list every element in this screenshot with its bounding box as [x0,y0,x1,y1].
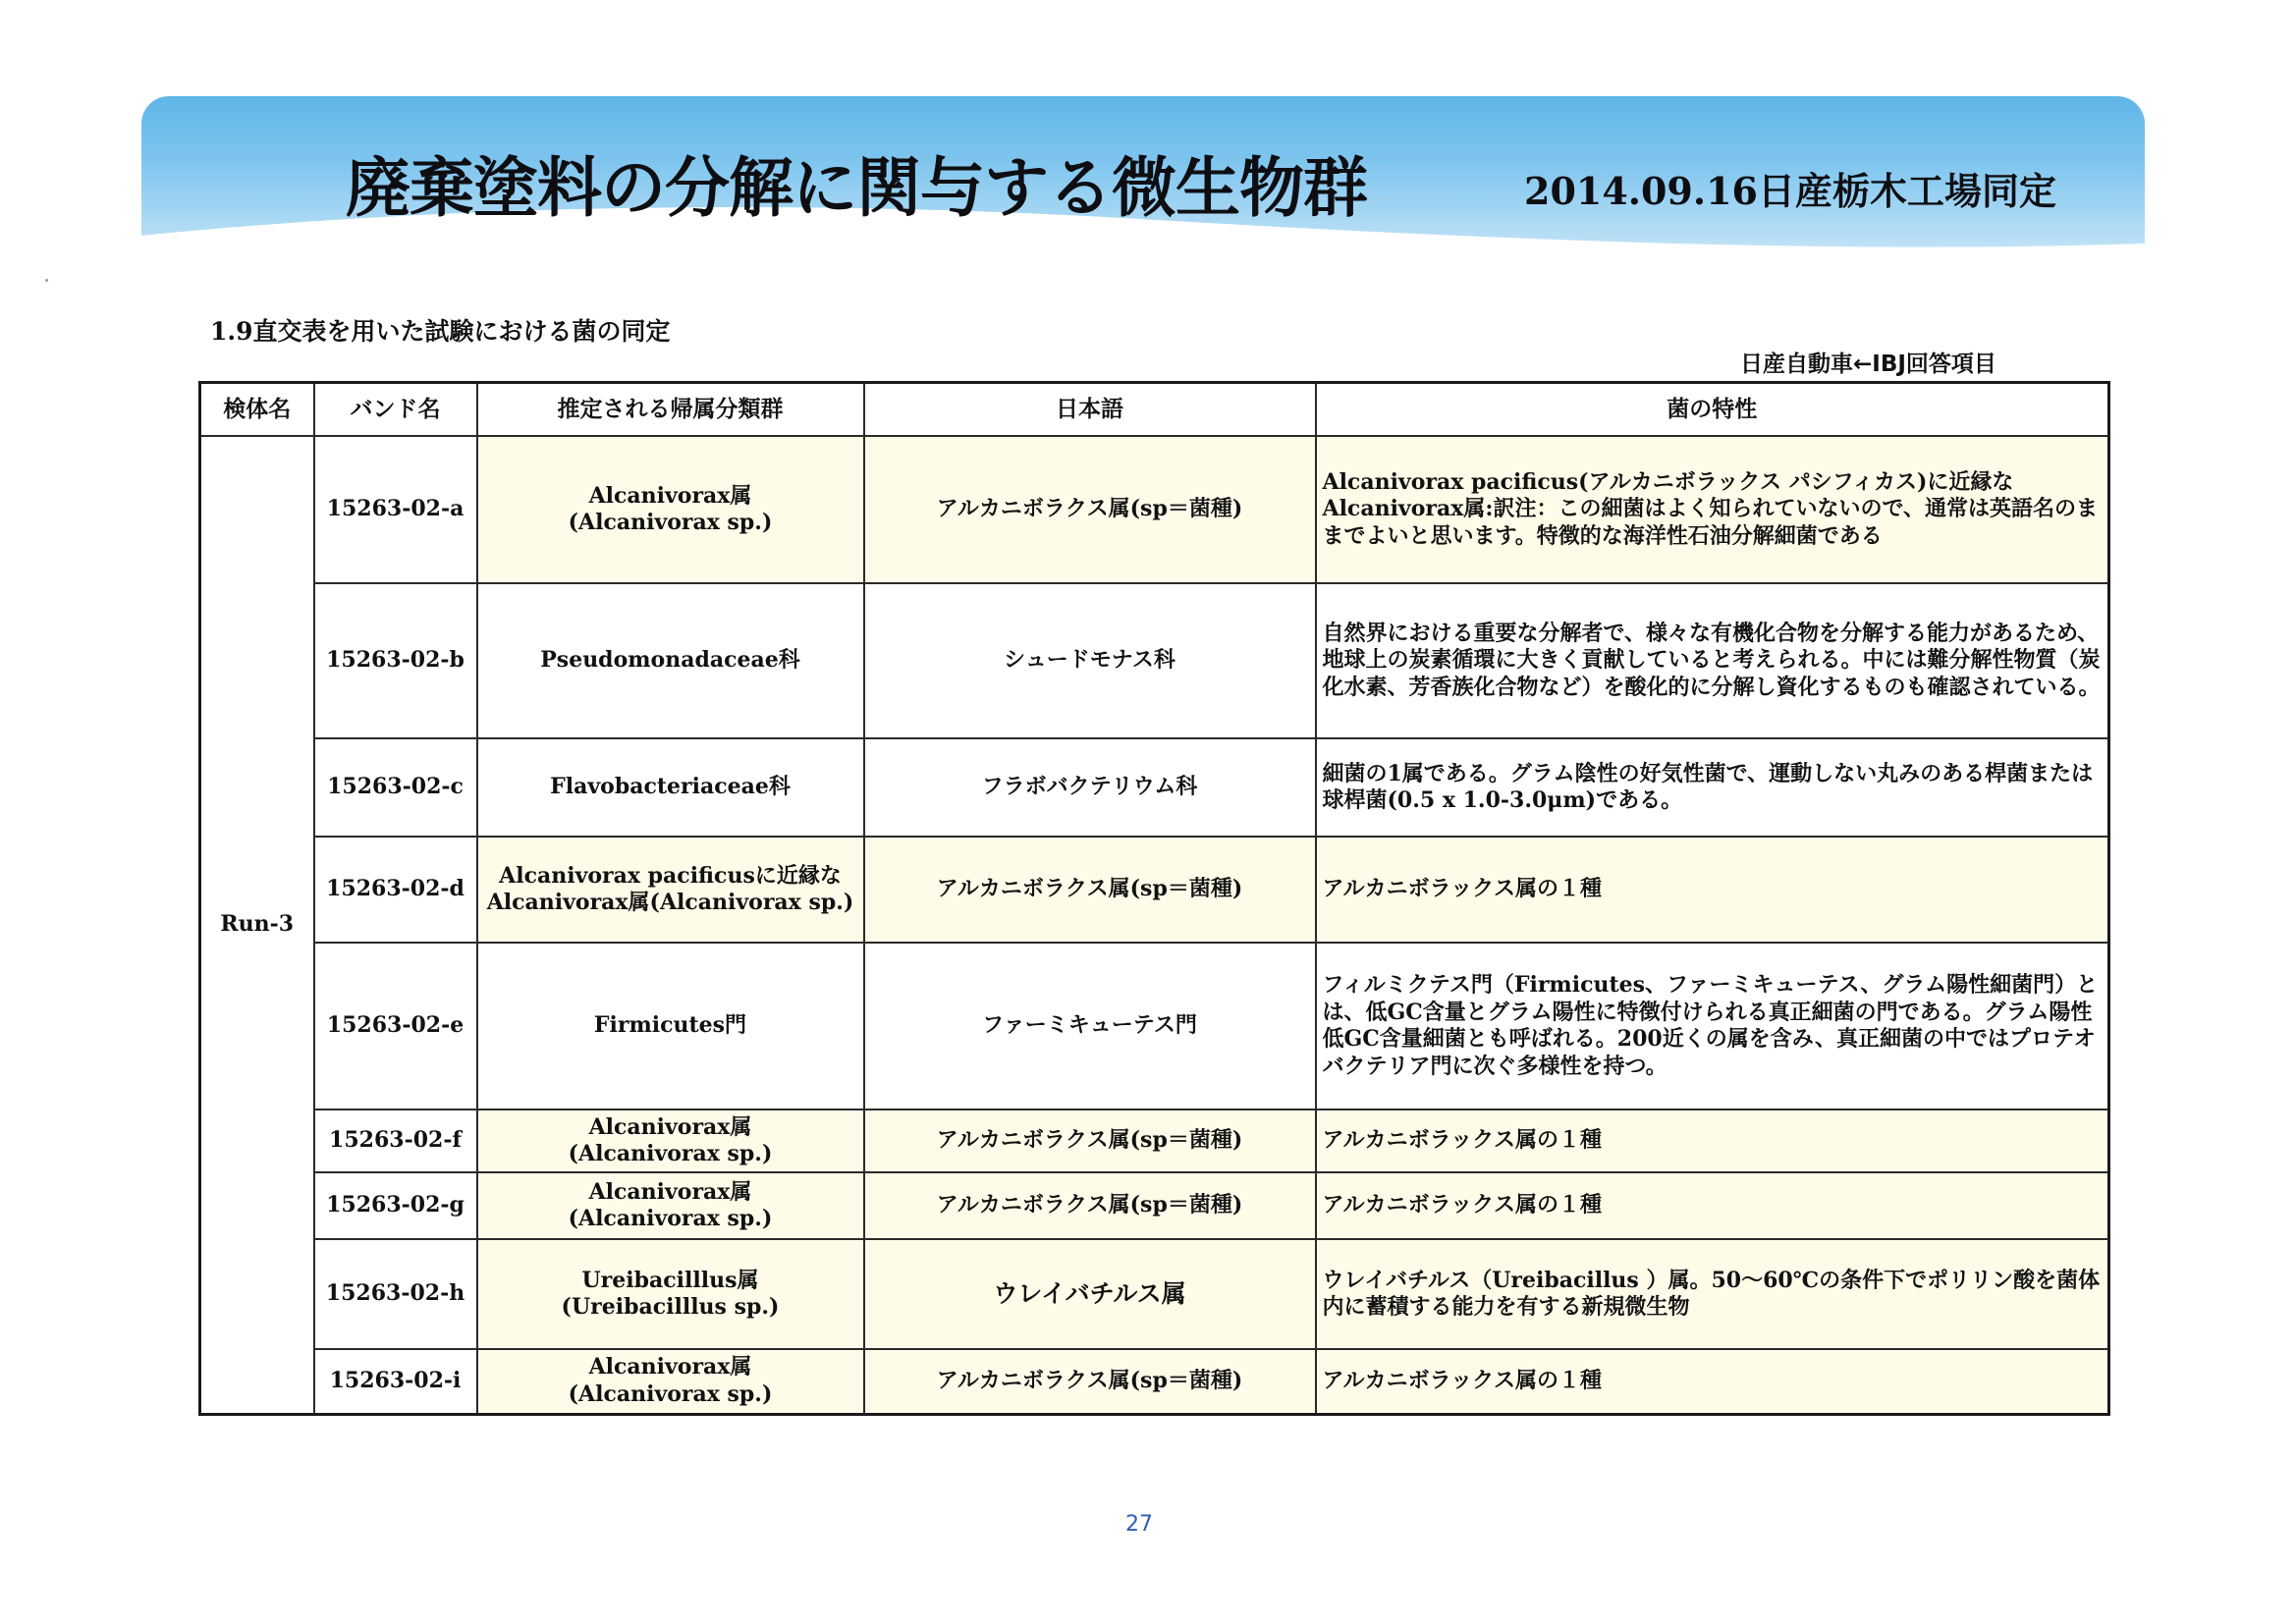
trait-cell: ウレイバチルス（Ureibacillus ）属。50～60℃の条件下でポリリン酸を菌体内に蓄積する能力を有する新規微生物 [1316,1239,2109,1349]
taxon-cell [477,1110,864,1172]
taxon-line: Flavobacteriaceae科 [550,774,791,800]
taxon-line: Firmicutes門 [593,1012,747,1039]
table-row [200,943,2109,1110]
page-number: 27 [1125,1512,1153,1537]
trait-cell: 自然界における重要な分解者で、様々な有機化合物を分解する能力があるため、地球上の炭素循環に大きく貢献していると考えられる。中には難分解性物質（炭化水素、芳香族化合物など）を酸化的に分解し資化するものも確認されている。 [1316,583,2109,738]
taxon-line: Alcanivorax pacificusに近縁な [499,862,842,889]
table-row [200,436,2109,583]
taxon-line: Alcanivorax属 [588,1354,752,1380]
band-cell: 15263-02-a [314,436,477,583]
table-row [200,1172,2109,1239]
taxon-line: Ureibacilllus属 [581,1267,759,1293]
header-sample: 検体名 [200,383,314,437]
japanese-cell: シュードモナス科 [864,583,1316,738]
trait-cell: Alcanivorax pacificus(アルカニボラックス パシフィカス)に近縁なAlcanivorax属:訳注：この細菌はよく知られていないので、通常は英語名のままでよいと思います。特徴的な海洋性石油分解細菌である [1316,436,2109,583]
taxon-line: Alcanivorax属(Alcanivorax sp.) [486,890,854,915]
taxon-cell [477,1239,864,1349]
trait-cell: アルカニボラックス属の１種 [1316,1110,2109,1172]
japanese-cell: アルカニボラクス属(sp＝菌種) [864,1349,1316,1414]
header-trait: 菌の特性 [1316,383,2109,437]
japanese-cell: アルカニボラクス属(sp＝菌種) [864,436,1316,583]
taxon-cell [477,837,864,943]
taxon-cell [477,583,864,738]
taxon-cell [477,1172,864,1239]
identification-table [198,381,2110,1416]
band-cell: 15263-02-f [314,1110,477,1172]
table-row [200,1110,2109,1172]
band-cell: 15263-02-g [314,1172,477,1239]
table-header-row [200,383,2109,437]
taxon-line: (Alcanivorax sp.) [568,1141,773,1166]
japanese-cell: ウレイバチルス属 [864,1239,1316,1349]
taxon-line: Alcanivorax属 [588,1113,752,1140]
japanese-cell: ファーミキューテス門 [864,943,1316,1110]
title-date: 2014.09.16日産栃木工場同定 [1524,169,2056,213]
page-title: 廃棄塗料の分解に関与する微生物群 [346,149,1367,226]
taxon-cell [477,738,864,837]
taxon-cell [477,436,864,583]
taxon-line: Alcanivorax属 [588,482,752,509]
japanese-cell: アルカニボラクス属(sp＝菌種) [864,1110,1316,1172]
trait-cell: フィルミクテス門（Firmicutes、ファーミキューテス、グラム陽性細菌門）とは、低GC含量とグラム陽性に特徴付けられる真正細菌の門である。グラム陽性低GC含量細菌とも呼ばれる。200近くの属を含み、真正細菌の中ではプロテオバクテリア門に次ぐ多様性を持つ。 [1316,943,2109,1110]
band-cell: 15263-02-e [314,943,477,1110]
taxon-cell [477,943,864,1110]
table-row [200,1349,2109,1414]
header-taxon: 推定される帰属分類群 [477,383,864,437]
sample-cell: Run-3 [200,436,314,1414]
band-cell: 15263-02-d [314,837,477,943]
taxon-cell [477,1349,864,1414]
band-cell: 15263-02-b [314,583,477,738]
taxon-line: (Alcanivorax sp.) [568,510,773,535]
trait-cell: 細菌の1属である。グラム陰性の好気性菌で、運動しない丸みのある桿菌または球桿菌(0.5 x 1.0-3.0μm)である。 [1316,738,2109,837]
trait-cell: アルカニボラックス属の１種 [1316,1349,2109,1414]
table-row [200,583,2109,738]
trait-cell: アルカニボラックス属の１種 [1316,837,2109,943]
header-band: バンド名 [314,383,477,437]
band-cell: 15263-02-i [314,1349,477,1414]
header-japanese: 日本語 [864,383,1316,437]
taxon-line: (Alcanivorax sp.) [568,1206,773,1231]
taxon-line: (Alcanivorax sp.) [568,1380,773,1407]
japanese-cell: アルカニボラクス属(sp＝菌種) [864,1172,1316,1239]
taxon-line: Alcanivorax属 [588,1178,752,1205]
table-row [200,738,2109,837]
japanese-cell: アルカニボラクス属(sp＝菌種) [864,837,1316,943]
japanese-cell: フラボバクテリウム科 [864,738,1316,837]
taxon-line: Pseudomonadaceae科 [540,647,800,674]
band-cell: 15263-02-c [314,738,477,837]
trait-cell: アルカニボラックス属の１種 [1316,1172,2109,1239]
band-cell: 15263-02-h [314,1239,477,1349]
table-row [200,1239,2109,1349]
taxon-line: (Ureibacilllus sp.) [561,1294,780,1320]
scan-speck [45,279,48,282]
table-row [200,837,2109,943]
section-label: 1.9直交表を用いた試験における菌の同定 [210,317,671,346]
source-note: 日産自動車←IBJ回答項目 [1740,352,1996,377]
